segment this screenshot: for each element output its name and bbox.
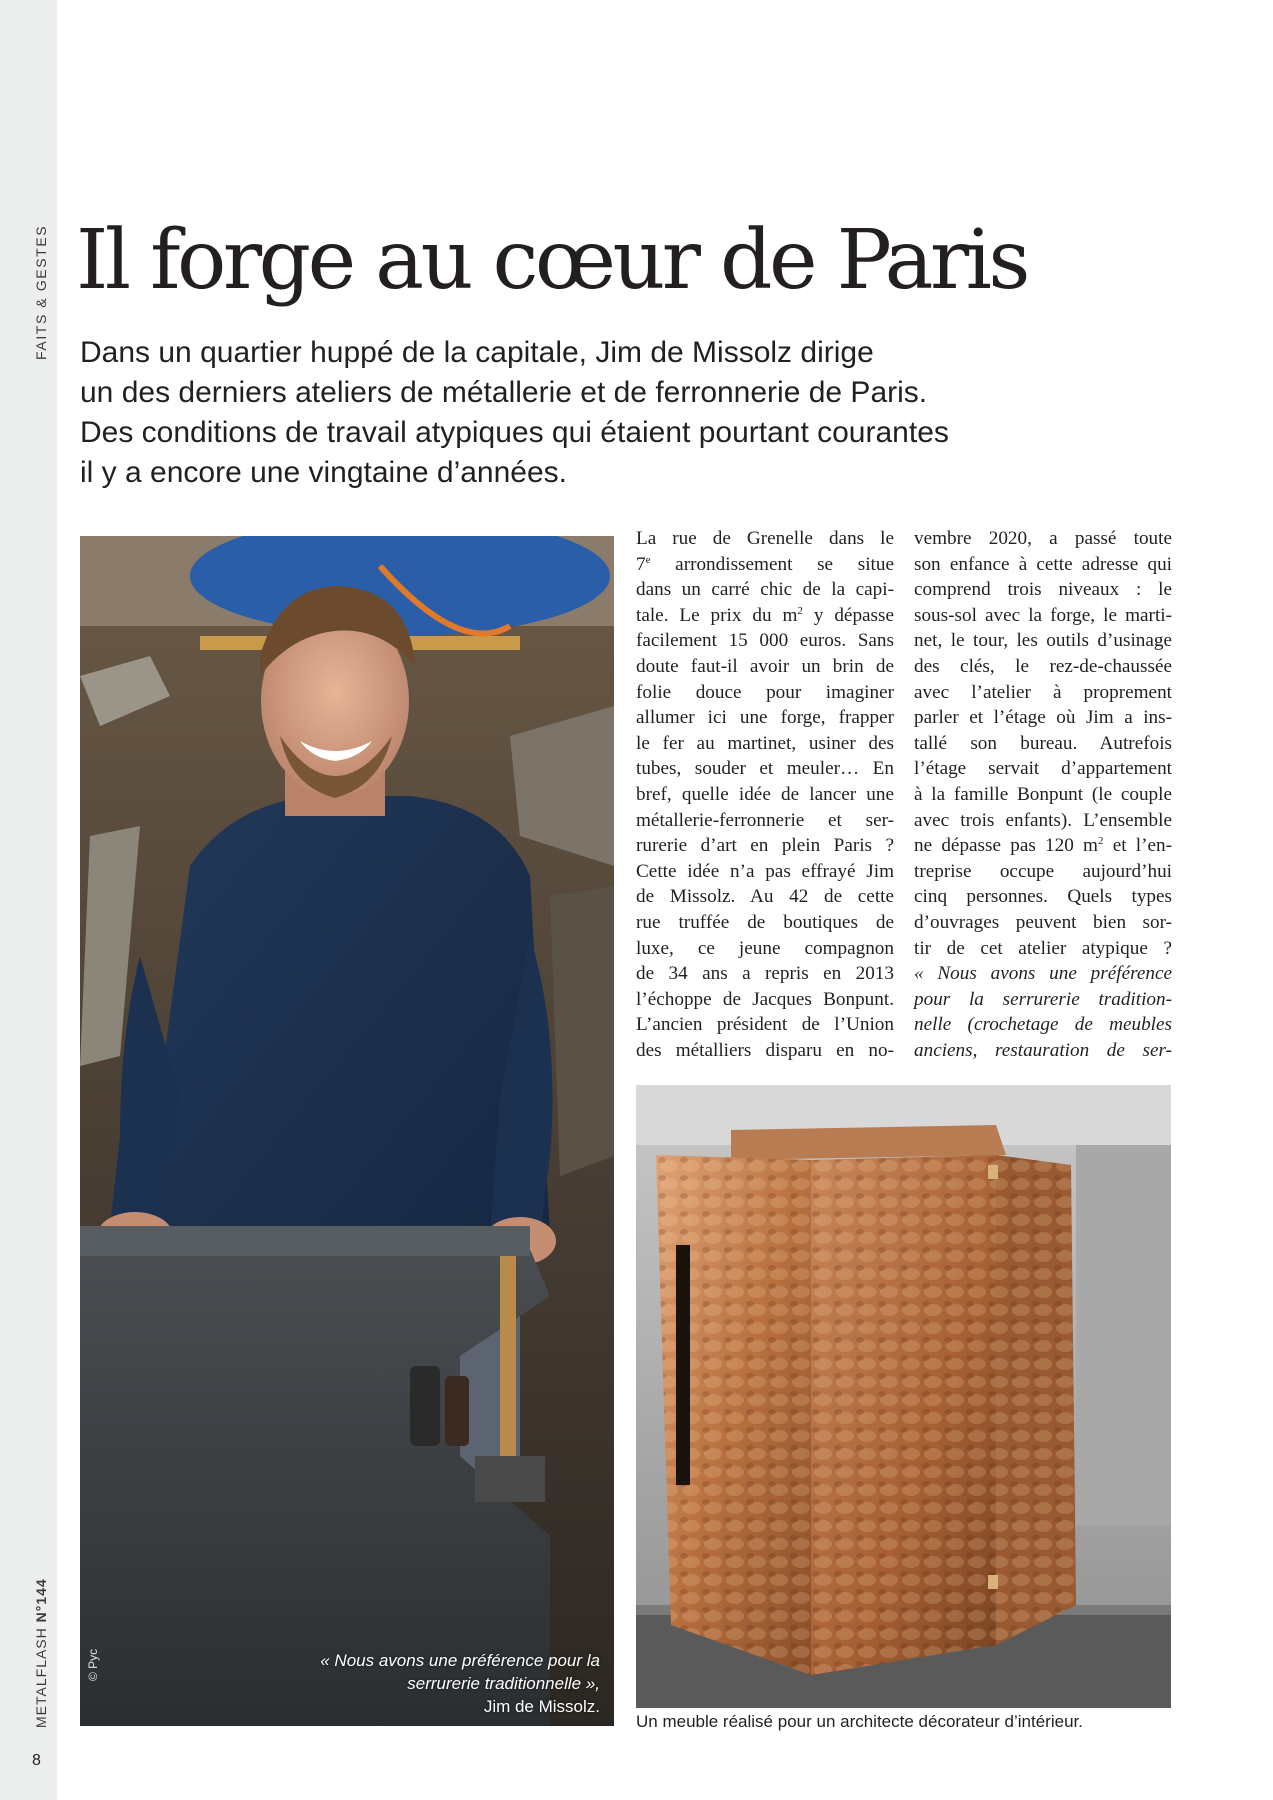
body-line: des métalliers disparu en no-: [636, 1039, 894, 1061]
body-line: de Missolz. Au 42 de cette: [636, 886, 894, 908]
article-column-1: [636, 526, 894, 1063]
cabinet-photo: [636, 1085, 1171, 1708]
body-line: rurerie d’art en plein Paris ?: [636, 835, 894, 857]
body-line: comprend trois niveaux : le: [914, 579, 1172, 601]
body-line-part: ne dépasse pas 120 m: [914, 835, 1098, 857]
body-line: le fer au martinet, usiner des: [636, 732, 894, 754]
portrait-photo-icon: [80, 536, 614, 1726]
body-line-rest: arrondissement se situe: [650, 553, 894, 575]
body-line: luxe, ce jeune compagnon: [636, 937, 894, 959]
lead-line: il y a encore une vingtaine d’années.: [80, 456, 568, 489]
photo-credit: © Pyc: [86, 1648, 100, 1681]
portrait-caption: [300, 1649, 600, 1718]
body-line: tir de cet atelier atypique ?: [914, 937, 1172, 959]
body-line-quote: « Nous avons une préférence: [914, 963, 1172, 985]
body-line: tubes, souder et meuler… En: [636, 758, 894, 780]
lead-line: un des derniers ateliers de métallerie et de ferronnerie de Paris.: [80, 376, 928, 409]
ordinal-suffix: e: [645, 553, 651, 566]
lead-line: Des conditions de travail atypiques qui étaient pourtant courantes: [80, 416, 949, 449]
body-line: cinq personnes. Quels types: [914, 886, 1172, 908]
body-line-rest: y dépasse: [802, 604, 894, 626]
page-number: 8: [32, 1752, 41, 1769]
body-line: tallé son bureau. Autrefois: [914, 732, 1172, 754]
body-line: parler et l’étage où Jim a ins-: [914, 707, 1172, 729]
body-line: son enfance à cette adresse qui: [914, 553, 1172, 575]
body-line-part: tale. Le prix du m: [636, 604, 798, 626]
body-line: treprise occupe aujourd’hui: [914, 860, 1172, 882]
magazine-name: METALFLASH: [33, 1627, 49, 1728]
body-line: net, le tour, les outils d’usinage: [914, 630, 1172, 652]
body-line: bref, quelle idée de lancer une: [636, 783, 894, 805]
body-line: métallerie-ferronnerie et ser-: [636, 809, 894, 831]
body-line-rest: et l’en-: [1103, 835, 1172, 857]
portrait-photo: [80, 536, 614, 1726]
body-line: rue truffée de boutiques de: [636, 911, 894, 933]
body-line: à la famille Bonpunt (le couple: [914, 783, 1172, 805]
article-column-2: [914, 526, 1172, 1063]
body-line: [636, 552, 894, 578]
body-line: de 34 ans a repris en 2013: [636, 963, 894, 985]
ordinal-number: 7: [636, 553, 646, 575]
issue-number: N°144: [33, 1578, 49, 1623]
section-label: FAITS & GESTES: [33, 224, 49, 360]
body-line: dans un carré chic de la capi-: [636, 579, 894, 601]
body-line: vembre 2020, a passé toute: [914, 528, 1172, 549]
article-lead: [80, 333, 1190, 493]
squared-sup: 2: [797, 604, 803, 617]
magazine-label: [33, 1578, 49, 1728]
article-title: Il forge au cœur de Paris: [76, 213, 1027, 308]
copper-cabinet-photo-icon: [636, 1085, 1171, 1708]
body-line: sous-sol avec la forge, le marti-: [914, 604, 1172, 626]
portrait-quote: « Nous avons une préférence pour la serrurerie traditionnelle »,: [320, 1651, 600, 1693]
body-line: Cette idée n’a pas effrayé Jim: [636, 860, 894, 882]
body-line: l’étage servait d’appartement: [914, 758, 1172, 780]
portrait-person: Jim de Missolz.: [483, 1697, 600, 1716]
body-line: [914, 833, 1172, 859]
body-line: La rue de Grenelle dans le: [636, 528, 894, 549]
body-line: doute faut-il avoir un brin de: [636, 655, 894, 677]
body-line: facilement 15 000 euros. Sans: [636, 630, 894, 652]
body-line: folie douce pour imaginer: [636, 681, 894, 703]
squared-sup: 2: [1097, 835, 1104, 848]
body-line-quote: pour la serrurerie tradition-: [914, 988, 1172, 1010]
body-line: d’ouvrages peuvent bien sor-: [914, 911, 1172, 933]
body-line: L’ancien président de l’Union: [636, 1014, 894, 1036]
lead-line: Dans un quartier huppé de la capitale, Jim de Missolz dirige: [80, 336, 874, 369]
body-line: avec l’atelier à proprement: [914, 681, 1172, 703]
body-line: des clés, le rez-de-chaussée: [914, 655, 1172, 677]
body-line: [636, 603, 894, 629]
body-line: l’échoppe de Jacques Bonpunt.: [636, 988, 894, 1010]
body-line: allumer ici une forge, frapper: [636, 707, 894, 729]
body-line: avec trois enfants). L’ensemble: [914, 809, 1172, 831]
body-line-quote: anciens, restauration de ser-: [914, 1039, 1172, 1061]
body-line-quote: nelle (crochetage de meubles: [914, 1014, 1172, 1036]
cabinet-caption: Un meuble réalisé pour un architecte décorateur d’intérieur.: [636, 1712, 1083, 1731]
